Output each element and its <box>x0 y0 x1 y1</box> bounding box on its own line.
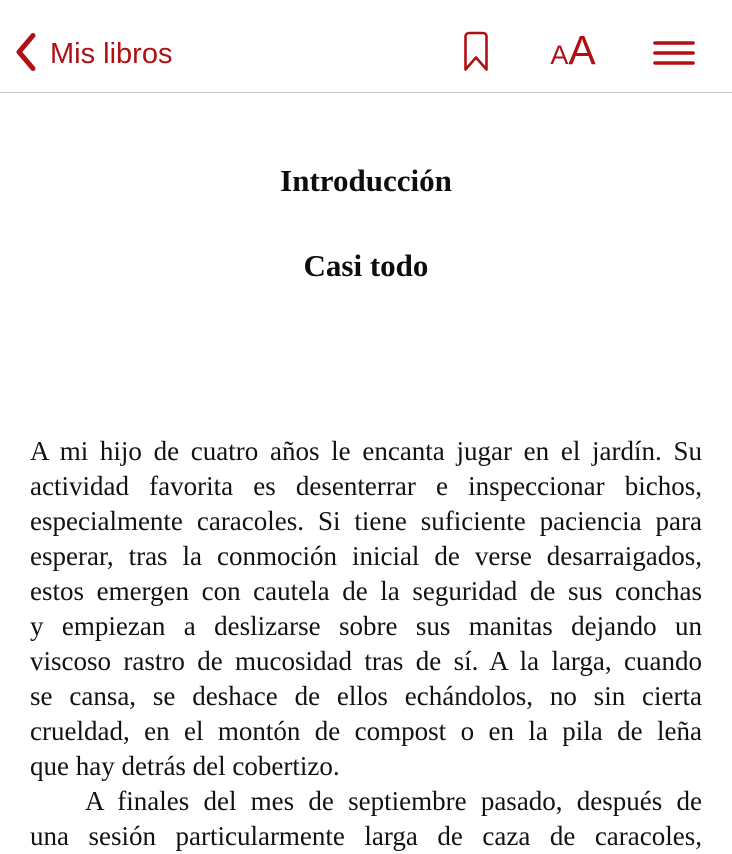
bookmark-icon <box>463 60 489 75</box>
body-line: se cansa, se deshace de ellos echándolos, no sin cierta <box>30 681 702 711</box>
body-text <box>30 434 702 851</box>
contents-menu-button[interactable] <box>652 39 696 67</box>
section-title: Casi todo <box>303 248 429 283</box>
bookmark-button[interactable] <box>462 31 490 73</box>
body-line: estos emergen con cautela de la seguridad de sus conchas <box>30 576 702 606</box>
body-line: A finales del mes de septiembre pasado, después de <box>85 786 702 816</box>
body-line: esperar, tras la conmoción inicial de verse desarraigados, <box>30 541 702 571</box>
back-button-label: Mis libros <box>50 38 173 70</box>
reader-toolbar <box>0 0 732 93</box>
back-chevron-icon <box>15 32 37 77</box>
back-button[interactable] <box>15 34 172 74</box>
body-line: actividad favorita es desenterrar e inspeccionar bichos, <box>30 471 702 501</box>
body-line: que hay detrás del cobertizo. <box>30 751 340 781</box>
body-line: viscoso rastro de mucosidad tras de sí. A la larga, cuando <box>30 646 702 676</box>
hamburger-menu-icon <box>652 55 696 70</box>
text-size-small-letter: A <box>550 40 569 70</box>
text-size-button[interactable] <box>549 28 597 74</box>
body-line: crueldad, en el montón de compost o en la pila de leña <box>30 716 702 746</box>
body-line: A mi hijo de cuatro años le encanta jugar en el jardín. Su <box>30 436 702 466</box>
body-line: especialmente caracoles. Si tiene suficiente paciencia para <box>30 506 702 536</box>
body-line: y empiezan a deslizarse sobre sus manitas dejando un <box>30 611 702 641</box>
text-size-large-letter: A <box>568 27 596 73</box>
body-line-clipped: una sesión particularmente larga de caza de caracoles, <box>30 821 702 851</box>
chapter-title: Introducción <box>280 163 452 198</box>
